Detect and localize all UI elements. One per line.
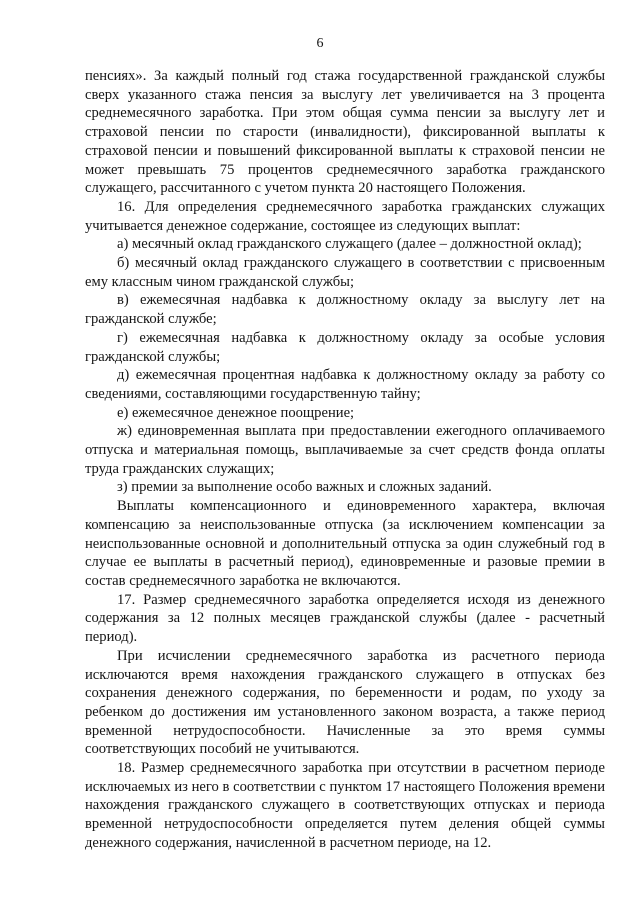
- paragraph-item-17: 17. Размер среднемесячного заработка определяется исходя из денежного содержания за 12 полных месяцев гражданской службы (далее - расчетный период).: [85, 591, 605, 646]
- list-item-b: б) месячный оклад гражданского служащего в соответствии с присвоенным ему классным чином гражданской службы;: [85, 255, 605, 290]
- paragraph-calculation-exclusions: При исчислении среднемесячного заработка из расчетного периода исключаются время нахождения гражданского служащего в отпусках без сохранения денежного содержания, по беременности и родам, по уходу за ребенком до достижения им установленного законом возраста, а также период временной нетрудоспособности. Начисленные за это время суммы соответствующих пособий не учитываются.: [85, 647, 605, 758]
- list-item-a: а) месячный оклад гражданского служащего (далее – должностной оклад);: [117, 236, 582, 253]
- list-item-z: з) премии за выполнение особо важных и сложных заданий.: [117, 479, 492, 496]
- document-body: [85, 67, 605, 853]
- list-item-g: г) ежемесячная надбавка к должностному окладу за особые условия гражданской службы;: [85, 329, 605, 365]
- list-item-zh: ж) единовременная выплата при предоставлении ежегодного оплачиваемого отпуска и материальная помощь, выплачиваемые за счет средств фонда оплаты труда гражданских служащих;: [85, 423, 605, 477]
- list-item-e: е) ежемесячное денежное поощрение;: [117, 404, 355, 421]
- list-item-v: в) ежемесячная надбавка к должностному окладу за выслугу лет на гражданской службе;: [85, 292, 605, 328]
- list-item-d: д) ежемесячная процентная надбавка к должностному окладу за работу со сведениями, составляющими государственную тайну;: [85, 367, 605, 402]
- page-number: 6: [316, 36, 324, 51]
- paragraph-continuation: пенсиях». За каждый полный год стажа государственной гражданской службы сверх указанного стажа пенсия за выслугу лет увеличивается на 3 процента среднемесячного заработка. При этом общая сумма пенсии за выслугу лет и страховой пенсии по старости (инвалидности), фиксированной выплаты к страховой пенсии и повышений фиксированной выплаты к страховой пенсии не может превышать 75 процентов среднемесячного заработка гражданского служащего, рассчитанного с учетом пункта 20 настоящего Положения.: [85, 68, 605, 197]
- paragraph-item-16: 16. Для определения среднемесячного заработка гражданских служащих учитывается денежное содержание, состоящее из следующих выплат:: [85, 198, 605, 234]
- paragraph-exclusions: Выплаты компенсационного и единовременного характера, включая компенсацию за неиспользованные отпуска (за исключением компенсации за неиспользованные основной и дополнительный отпуска за один служебный год в случае ее выплаты в расчетный период), единовременные и разовые премии в состав среднемесячного заработка не включаются.: [85, 498, 605, 589]
- paragraph-item-18: 18. Размер среднемесячного заработка при отсутствии в расчетном периоде исключаемых из него в соответствии с пунктом 17 настоящего Положения времени нахождения гражданского служащего в соответствующих отпусках и периода временной нетрудоспособности определяется путем деления общей суммы денежного содержания, начисленной в расчетном периоде, на 12.: [85, 760, 605, 851]
